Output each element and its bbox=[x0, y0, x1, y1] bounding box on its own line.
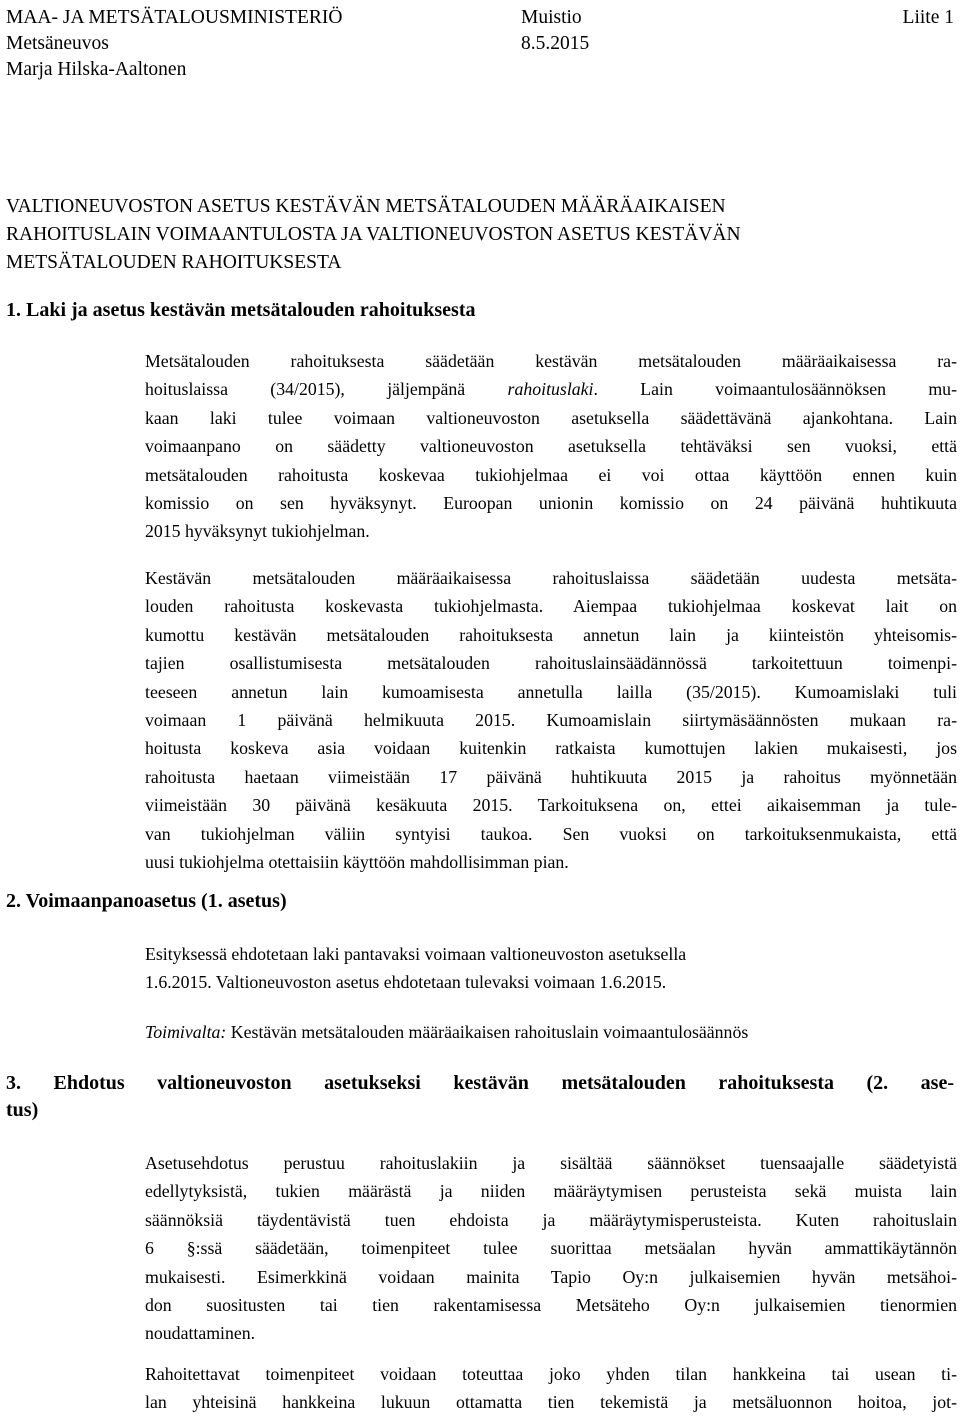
title-line: VALTIONEUVOSTON ASETUS KESTÄVÄN METSÄTALOUDEN MÄÄRÄAIKAISEN bbox=[6, 196, 726, 217]
text-line: don suositusten tai tien rakentamisessa Metsäteho Oy:n julkaisemien tienormien bbox=[145, 1295, 957, 1316]
text-line bbox=[145, 1018, 957, 1046]
text-line: Kestävän metsätalouden määräaikaisessa rahoituslaissa säädetään uudesta metsäta- bbox=[145, 568, 957, 588]
text-line: rahoitusta haetaan viimeistään 17 päivänä huhtikuuta 2015 ja rahoitus myönnetään bbox=[145, 766, 957, 787]
text-line: hoitusta koskeva asia voidaan kuitenkin ratkaista kumottujen lakien mukaisesti, jos bbox=[145, 738, 957, 759]
text-line: uusi tukiohjelma otettaisiin käyttöön mahdollisimman pian. bbox=[145, 852, 569, 873]
text-line: kumottu kestävän metsätalouden rahoituksesta annetun lain ja kiinteistön yhteisomis- bbox=[145, 624, 957, 645]
author-role: Metsäneuvos bbox=[6, 33, 109, 54]
heading-line: 3. Ehdotus valtioneuvoston asetukseksi kestävän metsätalouden rahoituksesta (2. ase- bbox=[6, 1072, 954, 1094]
section-3-paragraph-1 bbox=[145, 1149, 957, 1348]
author-name: Marja Hilska-Aaltonen bbox=[6, 59, 187, 80]
document-date: 8.5.2015 bbox=[521, 33, 590, 54]
text-line: voimaan 1 päivänä helmikuuta 2015. Kumoamislain siirtymäsäännösten mukaan ra- bbox=[145, 710, 957, 731]
heading-line: tus) bbox=[6, 1099, 39, 1121]
text-line: mukaisesti. Esimerkkinä voidaan mainita Tapio Oy:n julkaisemien hyvän metsähoi- bbox=[145, 1266, 957, 1287]
document-title bbox=[6, 193, 956, 277]
section-1-heading: 1. Laki ja asetus kestävän metsätalouden rahoituksesta bbox=[6, 299, 476, 321]
section-1-paragraph-2 bbox=[145, 564, 957, 876]
text-line: 1.6.2015. Valtioneuvoston asetus ehdotetaan tulevaksi voimaan 1.6.2015. bbox=[145, 972, 667, 993]
title-line: RAHOITUSLAIN VOIMAANTULOSTA JA VALTIONEUVOSTON ASETUS KESTÄVÄN bbox=[6, 224, 741, 245]
text-line: noudattaminen. bbox=[145, 1323, 256, 1344]
text-line: voimaanpano on säädetty valtioneuvoston asetuksella tehtäväksi sen vuoksi, että bbox=[145, 436, 957, 457]
text-line: säännöksiä täydentävistä tuen ehdoista ja määräytymisperusteista. Kuten rahoituslain bbox=[145, 1209, 957, 1230]
section-2-heading: 2. Voimaanpanoasetus (1. asetus) bbox=[6, 890, 287, 912]
section-1-paragraph-1 bbox=[145, 347, 957, 546]
text-line: komissio on sen hyväksynyt. Euroopan unionin komissio on 24 päivänä huhtikuuta bbox=[145, 493, 957, 514]
text-line: Esityksessä ehdotetaan laki pantavaksi voimaan valtioneuvoston asetuksella bbox=[145, 944, 687, 964]
responsibility-label: Toimivalta: bbox=[145, 1022, 227, 1042]
section-2-paragraph-1 bbox=[145, 940, 957, 997]
text-line: hoituslaissa (34/2015), jäljempänä rahoituslaki. Lain voimaantulosäännöksen mu- bbox=[145, 379, 957, 400]
text-line: Metsätalouden rahoituksesta säädetään kestävän metsätalouden määräaikaisessa ra- bbox=[145, 351, 957, 371]
text-line: Asetusehdotus perustuu rahoituslakiin ja sisältää säännökset tuensaajalle säädetyistä bbox=[145, 1153, 957, 1173]
ministry-name: MAA- JA METSÄTALOUSMINISTERIÖ bbox=[6, 7, 343, 28]
text-line: van tukiohjelman väliin syntyisi taukoa. Sen vuoksi on tarkoituksenmukaista, että bbox=[145, 823, 957, 844]
document-type: Muistio bbox=[521, 7, 582, 28]
text-line: lan yhteisinä hankkeina lukuun ottamatta tien tekemistä ja metsäluonnon hoitoa, jot- bbox=[145, 1392, 957, 1413]
text-line: tajien osallistumisesta metsätalouden rahoituslainsäädännössä tarkoitettuun toimenpi- bbox=[145, 653, 957, 674]
document-header bbox=[6, 5, 954, 83]
text-line: Rahoitettavat toimenpiteet voidaan toteuttaa joko yhden tilan hankkeina tai usean ti- bbox=[145, 1364, 957, 1384]
defined-term: rahoituslaki bbox=[507, 379, 594, 400]
section-3-heading bbox=[6, 1070, 954, 1124]
text-line: kaan laki tulee voimaan valtioneuvoston asetuksella säädettävänä ajankohtana. Lain bbox=[145, 407, 957, 428]
text-line: edellytyksistä, tukien määrästä ja niiden määräytymisen perusteista sekä muista lain bbox=[145, 1181, 957, 1202]
text-line: teeseen annetun lain kumoamisesta annetulla lailla (35/2015). Kumoamislaki tuli bbox=[145, 681, 957, 702]
text-line: 6 §:ssä säädetään, toimenpiteet tulee suorittaa metsäalan hyvän ammattikäytännön bbox=[145, 1238, 957, 1259]
section-2-responsibility bbox=[145, 1018, 957, 1046]
text-line: louden rahoitusta koskevasta tukiohjelmasta. Aiempaa tukiohjelmaa koskevat lait on bbox=[145, 596, 957, 617]
text-line: 2015 hyväksynyt tukiohjelman. bbox=[145, 521, 370, 542]
attachment-label: Liite 1 bbox=[902, 7, 954, 28]
text-line: viimeistään 30 päivänä kesäkuuta 2015. Tarkoituksena on, ettei aikaisemman ja tule- bbox=[145, 795, 957, 816]
title-line: METSÄTALOUDEN RAHOITUKSESTA bbox=[6, 252, 342, 273]
text-line: metsätalouden rahoitusta koskevaa tukiohjelmaa ei voi ottaa käyttöön ennen kuin bbox=[145, 464, 957, 485]
responsibility-text: Kestävän metsätalouden määräaikaisen rahoituslain voimaantulosäännös bbox=[226, 1022, 749, 1042]
section-3-paragraph-2 bbox=[145, 1360, 957, 1417]
